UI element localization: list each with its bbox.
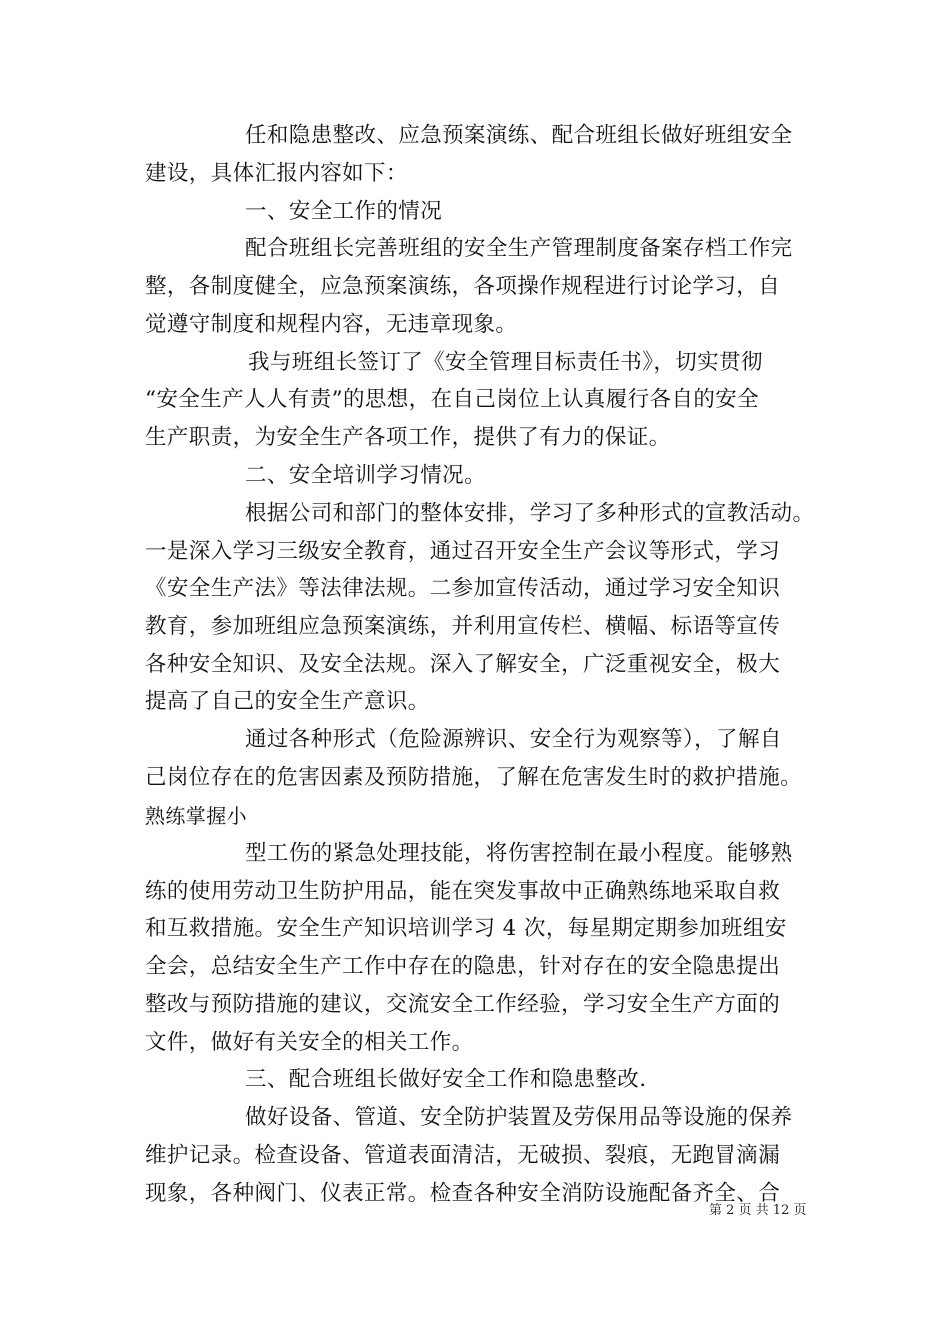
text-line: 各种安全知识、及安全法规。深入了解安全，广泛重视安全，极大 (145, 652, 781, 677)
text-line: 整，各制度健全，应急预案演练，各项操作规程进行讨论学习，自 (145, 274, 781, 299)
text-line: 熟练掌握小 (145, 804, 247, 828)
text-line: 配合班组长完善班组的安全生产管理制度备案存档工作完 (245, 236, 793, 261)
section-heading: 三、配合班组长做好安全工作和隐患整改. (245, 1067, 647, 1092)
text-line: 《安全生产法》等法律法规。二参加宣传活动，通过学习安全知识 (145, 576, 781, 601)
text-line: 我与班组长签订了《安全管理目标责任书》，切实贯彻 (248, 350, 763, 375)
page-number-footer: 第 2 页 共 12 页 (709, 1203, 807, 1218)
text-line: “安全生产人人有责”的思想，在自己岗位上认真履行各自的安全 (145, 387, 760, 412)
text-line: 文件，做好有关安全的相关工作。 (145, 1030, 474, 1055)
text-line: 型工伤的紧急处理技能，将伤害控制在最小程度。能够熟 (245, 841, 793, 866)
text-line: 生产职责，为安全生产各项工作，提供了有力的保证。 (145, 425, 671, 450)
text-line: 根据公司和部门的整体安排，学习了多种形式的宣教活动。 (245, 501, 815, 526)
section-heading: 二、安全培训学习情况。 (245, 463, 486, 488)
text-line: 教育，参加班组应急预案演练，并利用宣传栏、横幅、标语等宣传 (145, 614, 781, 639)
text-line: 和互救措施。安全生产知识培训学习 4 次，每星期定期参加班组安 (145, 916, 787, 941)
text-line: 一是深入学习三级安全教育，通过召开安全生产会议等形式，学习 (145, 539, 781, 564)
section-heading: 一、安全工作的情况 (245, 199, 443, 224)
text-line: 维护记录。检查设备、管道表面清洁，无破损、裂痕，无跑冒滴漏 (145, 1143, 781, 1168)
text-line: 通过各种形式（危险源辨识、安全行为观察等），了解自 (245, 727, 782, 752)
text-line: 己岗位存在的危害因素及预防措施，了解在危害发生时的救护措施。 (145, 765, 803, 790)
text-line: 提高了自己的安全生产意识。 (145, 689, 430, 714)
text-line: 现象，各种阀门、仪表正常。检查各种安全消防设施配备齐全、合 (145, 1181, 781, 1206)
text-line: 全会，总结安全生产工作中存在的隐患，针对存在的安全隐患提出 (145, 954, 781, 979)
text-line: 觉遵守制度和规程内容，无违章现象。 (145, 312, 518, 337)
text-line: 建设，具体汇报内容如下： (145, 161, 408, 186)
text-line: 做好设备、管道、安全防护装置及劳保用品等设施的保养 (245, 1105, 793, 1130)
text-line: 练的使用劳动卫生防护用品，能在突发事故中正确熟练地采取自救 (145, 879, 781, 904)
text-line: 任和隐患整改、应急预案演练、配合班组长做好班组安全 (245, 123, 793, 148)
text-line: 整改与预防措施的建议，交流安全工作经验，学习安全生产方面的 (145, 992, 781, 1017)
